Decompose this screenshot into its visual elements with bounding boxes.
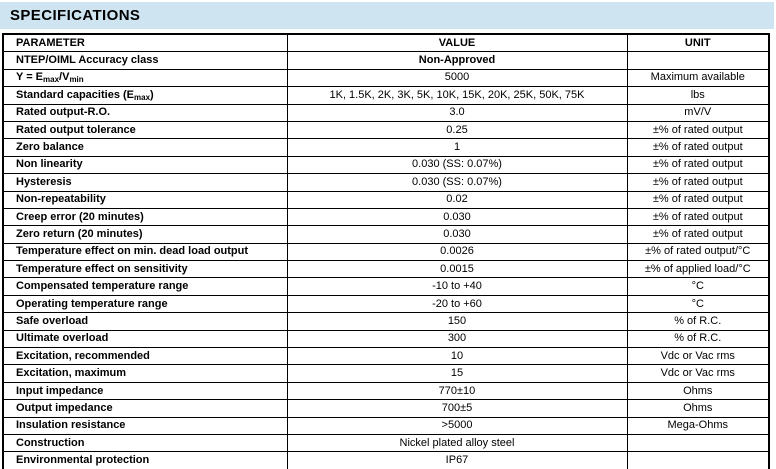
- col-header-value: VALUE: [287, 34, 627, 52]
- table-row: [3, 313, 769, 330]
- unit-cell: [627, 52, 769, 69]
- unit-cell: ±% of applied load/°C: [627, 261, 769, 278]
- value-cell: 770±10: [287, 382, 627, 399]
- unit-cell: Ohms: [627, 382, 769, 399]
- value-cell: 700±5: [287, 400, 627, 417]
- table-row: [3, 330, 769, 347]
- table-row: [3, 452, 769, 469]
- unit-cell: Vdc or Vac rms: [627, 348, 769, 365]
- table-row: [3, 69, 769, 86]
- unit-cell: ±% of rated output: [627, 139, 769, 156]
- parameter-cell: Ultimate overload: [3, 330, 287, 347]
- value-cell: 10: [287, 348, 627, 365]
- unit-cell: ±% of rated output: [627, 208, 769, 225]
- parameter-cell: Safe overload: [3, 313, 287, 330]
- value-cell: 0.0015: [287, 261, 627, 278]
- unit-cell: ±% of rated output: [627, 191, 769, 208]
- value-cell: 0.030 (SS: 0.07%): [287, 174, 627, 191]
- value-cell: 0.030: [287, 226, 627, 243]
- parameter-cell: Excitation, recommended: [3, 348, 287, 365]
- parameter-cell: Zero balance: [3, 139, 287, 156]
- parameter-cell: Operating temperature range: [3, 295, 287, 312]
- table-row: [3, 417, 769, 434]
- unit-cell: ±% of rated output: [627, 226, 769, 243]
- unit-cell: ±% of rated output: [627, 174, 769, 191]
- spec-table-body: [3, 52, 769, 469]
- col-header-parameter: PARAMETER: [3, 34, 287, 52]
- unit-cell: ±% of rated output: [627, 156, 769, 173]
- value-cell: 5000: [287, 69, 627, 86]
- table-row: [3, 243, 769, 260]
- unit-cell: % of R.C.: [627, 313, 769, 330]
- unit-cell: Ohms: [627, 400, 769, 417]
- value-cell: 1: [287, 139, 627, 156]
- parameter-cell: Input impedance: [3, 382, 287, 399]
- value-cell: 300: [287, 330, 627, 347]
- unit-cell: °C: [627, 278, 769, 295]
- table-header-row: [3, 34, 769, 52]
- value-cell: 150: [287, 313, 627, 330]
- parameter-cell: Compensated temperature range: [3, 278, 287, 295]
- table-row: [3, 295, 769, 312]
- value-cell: 15: [287, 365, 627, 382]
- parameter-cell: Environmental protection: [3, 452, 287, 469]
- table-row: [3, 434, 769, 451]
- parameter-cell: Excitation, maximum: [3, 365, 287, 382]
- value-cell: 0.25: [287, 121, 627, 138]
- value-cell: -10 to +40: [287, 278, 627, 295]
- table-row: [3, 382, 769, 399]
- parameter-cell: Standard capacities $(E_{max})$: [3, 87, 287, 104]
- parameter-cell: $Y = E_{max}/V_{min}$: [3, 69, 287, 86]
- table-row: [3, 348, 769, 365]
- table-row: [3, 139, 769, 156]
- table-row: [3, 52, 769, 69]
- table-row: [3, 121, 769, 138]
- value-cell: 0.030: [287, 208, 627, 225]
- value-cell: IP67: [287, 452, 627, 469]
- col-header-unit: UNIT: [627, 34, 769, 52]
- value-cell: 1K, 1.5K, 2K, 3K, 5K, 10K, 15K, 20K, 25K, 50K, 75K: [287, 87, 627, 104]
- parameter-cell: NTEP/OIML Accuracy class: [3, 52, 287, 69]
- table-row: [3, 226, 769, 243]
- parameter-cell: Zero return (20 minutes): [3, 226, 287, 243]
- table-row: [3, 174, 769, 191]
- parameter-cell: Insulation resistance: [3, 417, 287, 434]
- unit-cell: ±% of rated output: [627, 121, 769, 138]
- value-cell: Non-Approved: [287, 52, 627, 69]
- value-cell: 0.030 (SS: 0.07%): [287, 156, 627, 173]
- value-cell: Nickel plated alloy steel: [287, 434, 627, 451]
- table-row: [3, 365, 769, 382]
- specifications-table: [2, 33, 770, 469]
- table-row: [3, 278, 769, 295]
- table-row: [3, 191, 769, 208]
- parameter-cell: Temperature effect on min. dead load output: [3, 243, 287, 260]
- table-row: [3, 87, 769, 104]
- parameter-cell: Creep error (20 minutes): [3, 208, 287, 225]
- parameter-cell: Hysteresis: [3, 174, 287, 191]
- unit-cell: Mega-Ohms: [627, 417, 769, 434]
- unit-cell: % of R.C.: [627, 330, 769, 347]
- value-cell: 0.02: [287, 191, 627, 208]
- unit-cell: lbs: [627, 87, 769, 104]
- unit-cell: Maximum available: [627, 69, 769, 86]
- parameter-cell: Construction: [3, 434, 287, 451]
- table-row: [3, 400, 769, 417]
- unit-cell: [627, 452, 769, 469]
- unit-cell: ±% of rated output/°C: [627, 243, 769, 260]
- parameter-cell: Output impedance: [3, 400, 287, 417]
- section-header-band: [0, 2, 774, 29]
- parameter-cell: Non linearity: [3, 156, 287, 173]
- table-row: [3, 156, 769, 173]
- section-title: SPECIFICATIONS: [10, 7, 141, 24]
- value-cell: 3.0: [287, 104, 627, 121]
- value-cell: -20 to +60: [287, 295, 627, 312]
- unit-cell: Vdc or Vac rms: [627, 365, 769, 382]
- table-row: [3, 104, 769, 121]
- parameter-cell: Rated output-R.O.: [3, 104, 287, 121]
- parameter-cell: Rated output tolerance: [3, 121, 287, 138]
- table-row: [3, 261, 769, 278]
- parameter-cell: Temperature effect on sensitivity: [3, 261, 287, 278]
- table-row: [3, 208, 769, 225]
- unit-cell: °C: [627, 295, 769, 312]
- unit-cell: mV/V: [627, 104, 769, 121]
- value-cell: >5000: [287, 417, 627, 434]
- value-cell: 0.0026: [287, 243, 627, 260]
- parameter-cell: Non-repeatability: [3, 191, 287, 208]
- unit-cell: [627, 434, 769, 451]
